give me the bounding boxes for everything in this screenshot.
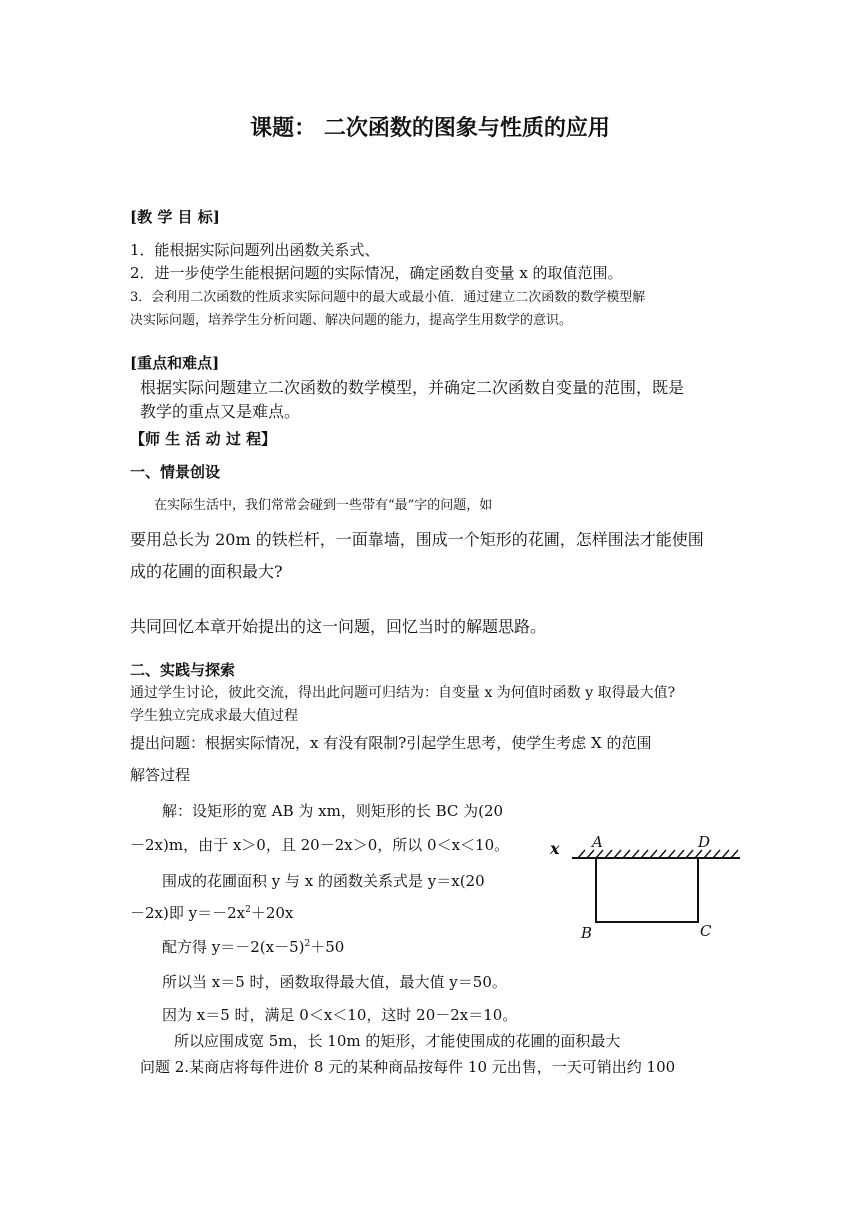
wall-hatch <box>587 850 594 858</box>
solution-line-5-a: 配方得 y＝－2(x－5) <box>162 938 305 956</box>
keypoints-line-1: 根据实际问题建立二次函数的数学模型，并确定二次函数自变量的范围，既是 <box>140 378 685 397</box>
keypoints-line-2: 教学的重点又是难点。 <box>140 402 301 421</box>
wall-hatch <box>677 850 684 858</box>
section2-line-2: 学生独立完成求最大值过程 <box>130 708 298 724</box>
wall-hatch <box>686 850 693 858</box>
label-b: B <box>581 924 593 942</box>
section2-heading: 二、实践与探索 <box>130 661 236 679</box>
wall-hatch <box>614 850 621 858</box>
page-title: 课题： 二次函数的图象与性质的应用 <box>250 115 610 141</box>
solution-line-2: －2x)m，由于 x＞0，且 20－2x＞0，所以 0＜x＜10。 <box>130 836 510 854</box>
wall-hatch <box>632 850 639 858</box>
section2-line-3: 提出问题：根据实际情况，x 有没有限制?引起学生思考，使学生考虑 X 的范围 <box>130 734 652 752</box>
label-a: A <box>592 833 603 851</box>
wall-hatch <box>623 850 630 858</box>
wall-hatch <box>704 850 711 858</box>
wall-hatch <box>731 850 738 858</box>
wall-hatch <box>650 850 657 858</box>
wall-hatch <box>659 850 666 858</box>
section2-line-4: 解答过程 <box>130 766 191 784</box>
wall-hatch <box>722 850 729 858</box>
section1-line-1: 在实际生活中，我们常常会碰到一些带有“最”字的问题，如 <box>154 498 493 513</box>
section1-heading: 一、情景创设 <box>130 463 221 481</box>
solution-line-4-exponent: 2 <box>245 905 251 915</box>
wall-hatch <box>605 850 612 858</box>
rectangle-wall-diagram <box>548 830 748 950</box>
wall-hatch <box>578 850 585 858</box>
objectives-heading: [教 学 目 标] <box>130 208 220 226</box>
process-heading: 【师 生 活 动 过 程】 <box>130 430 277 448</box>
solution-line-1: 解：设矩形的宽 AB 为 xm，则矩形的长 BC 为(20 <box>162 802 504 820</box>
problem2-line: 问题 2.某商店将每件进价 8 元的某种商品按每件 10 元出售，一天可销出约 100 <box>140 1058 676 1076</box>
solution-line-7: 因为 x＝5 时，满足 0＜x＜10，这时 20－2x＝10。 <box>162 1006 518 1024</box>
solution-line-5-exponent: 2 <box>304 939 311 949</box>
label-d: D <box>698 833 711 851</box>
section1-line-4: 共同回忆本章开始提出的这一问题，回忆当时的解题思路。 <box>130 617 547 636</box>
solution-line-5-b: ＋50 <box>310 938 345 956</box>
keypoints-heading: [重点和难点] <box>130 354 220 372</box>
wall-hatch <box>668 850 675 858</box>
solution-line-5 <box>162 940 344 955</box>
label-x: x <box>550 839 560 858</box>
section1-line-3: 成的花圃的面积最大? <box>130 562 283 581</box>
solution-line-6: 所以当 x＝5 时，函数取得最大值，最大值 y＝50。 <box>162 973 507 991</box>
wall-line <box>572 850 740 858</box>
solution-line-4-b: ＋20x <box>250 904 294 922</box>
solution-line-3: 围成的花圃面积 y 与 x 的函数关系式是 y＝x(20 <box>162 872 485 890</box>
fence-rectangle <box>596 858 698 922</box>
objective-item-3: 3．会利用二次函数的性质求实际问题中的最大或最小值．通过建立二次函数的数学模型解 <box>130 290 646 305</box>
objective-item-3-cont: 决实际问题，培养学生分析问题、解决问题的能力，提高学生用数学的意识。 <box>130 313 573 328</box>
objective-item-1: 1．能根据实际问题列出函数关系式、 <box>130 241 380 259</box>
solution-line-4-a: －2x)即 y＝－2x <box>130 904 246 922</box>
wall-hatch <box>695 850 702 858</box>
solution-line-8: 所以应围成宽 5m，长 10m 的矩形，才能使围成的花圃的面积最大 <box>174 1032 621 1050</box>
solution-line-4 <box>130 906 293 921</box>
section2-line-1: 通过学生讨论，彼此交流，得出此问题可归结为：自变量 x 为何值时函数 y 取得最大值? <box>130 685 676 701</box>
objective-item-2: 2．进一步使学生能根据问题的实际情况，确定函数自变量 x 的取值范围。 <box>130 264 623 282</box>
wall-hatch <box>641 850 648 858</box>
wall-hatch <box>596 850 603 858</box>
label-c: C <box>700 922 712 940</box>
wall-hatch <box>713 850 720 858</box>
section1-line-2: 要用总长为 20m 的铁栏杆，一面靠墙，围成一个矩形的花圃，怎样围法才能使围 <box>130 530 704 549</box>
